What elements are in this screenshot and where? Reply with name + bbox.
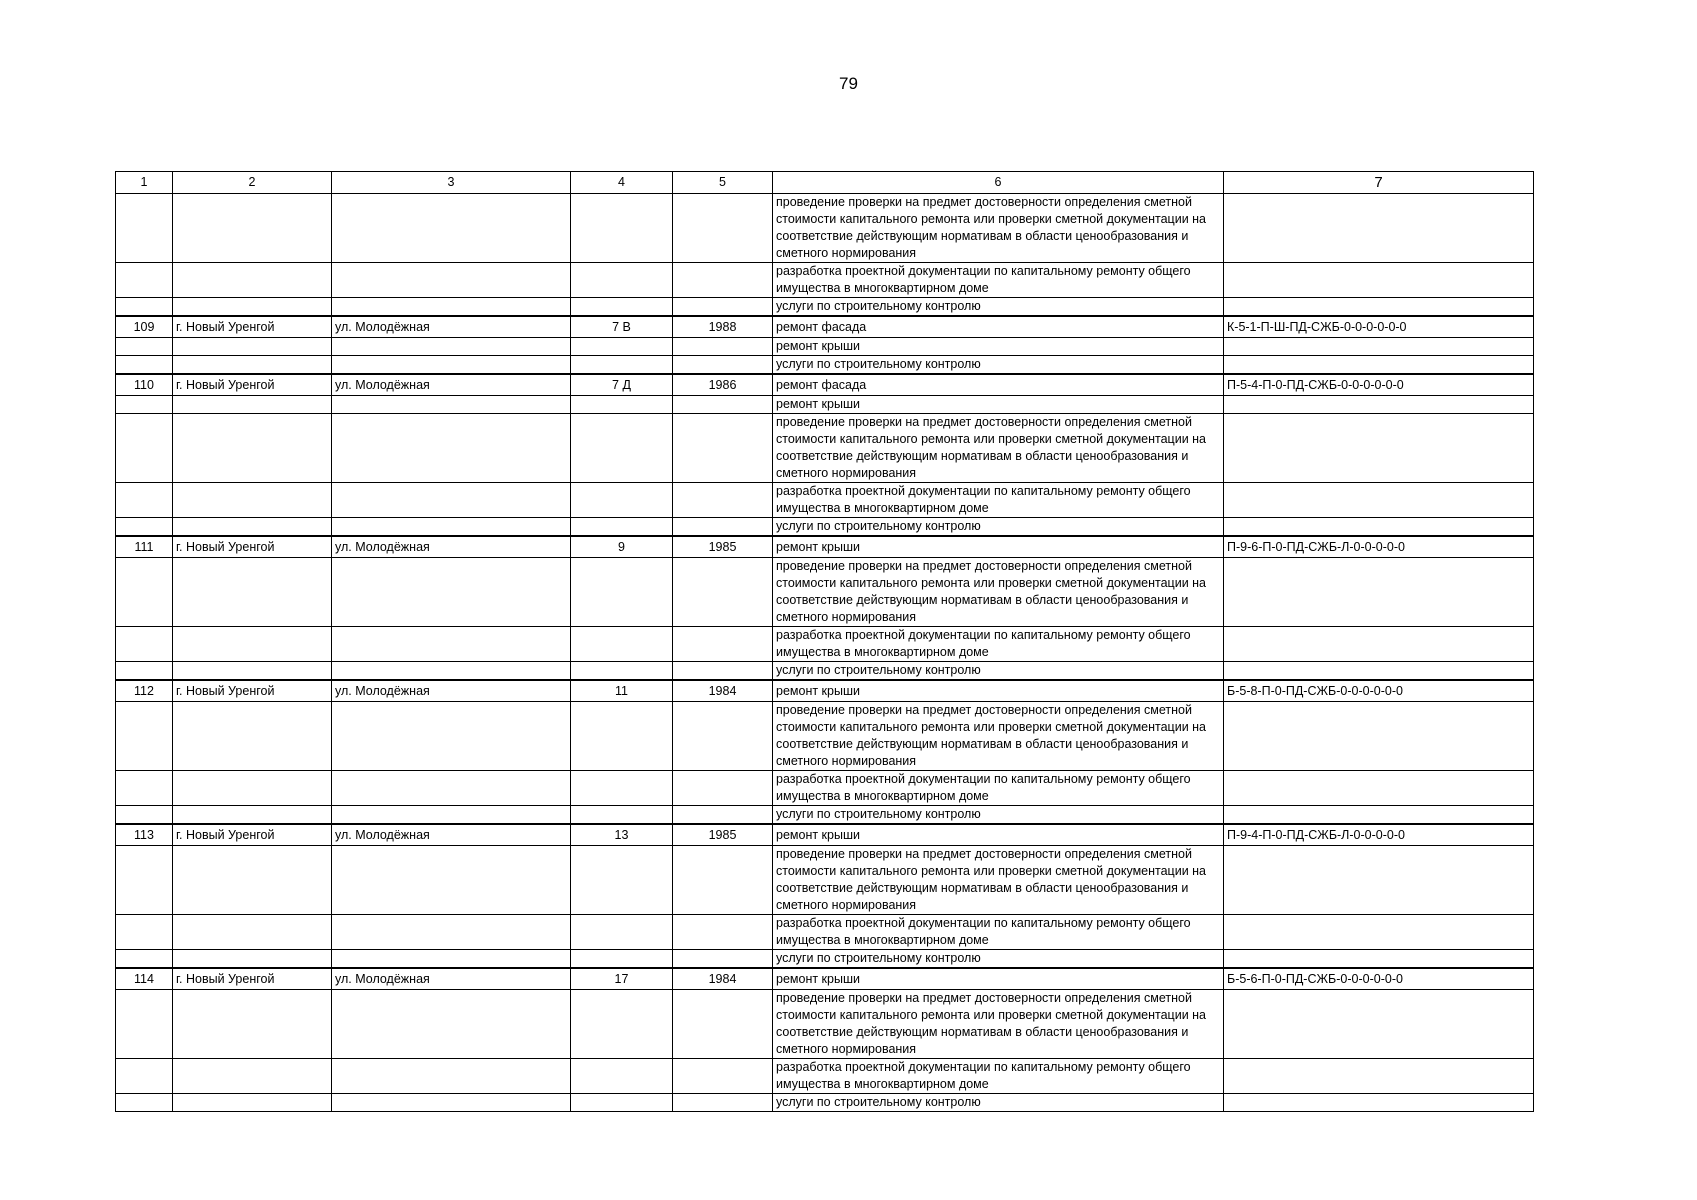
- column-header-1: 1: [116, 172, 173, 194]
- street-cell: [332, 518, 571, 537]
- house-code-cell: [1224, 806, 1534, 825]
- house-number-cell: [571, 414, 673, 483]
- work-type-cell: проведение проверки на предмет достоверности определения сметной стоимости капитального ремонта или проверки сметной документации на соответствие действующим нормативам в области ценообразования и сметного нормирования: [773, 990, 1224, 1059]
- street-cell: [332, 662, 571, 681]
- row-number: [116, 298, 173, 317]
- row-number: 111: [116, 536, 173, 558]
- street-cell: [332, 356, 571, 375]
- year-built-cell: [673, 1094, 773, 1112]
- work-type-cell: проведение проверки на предмет достоверности определения сметной стоимости капитального ремонта или проверки сметной документации на соответствие действующим нормативам в области ценообразования и сметного нормирования: [773, 846, 1224, 915]
- city-cell: [173, 263, 332, 298]
- work-type-cell: проведение проверки на предмет достоверности определения сметной стоимости капитального ремонта или проверки сметной документации на соответствие действующим нормативам в области ценообразования и сметного нормирования: [773, 558, 1224, 627]
- house-number-cell: [571, 298, 673, 317]
- house-row: [116, 680, 1534, 702]
- street-cell: ул. Молодёжная: [332, 680, 571, 702]
- work-row: [116, 806, 1534, 825]
- house-number-cell: 17: [571, 968, 673, 990]
- house-code-cell: П-9-6-П-0-ПД-СЖБ-Л-0-0-0-0-0: [1224, 536, 1534, 558]
- row-number: [116, 915, 173, 950]
- year-built-cell: [673, 846, 773, 915]
- house-code-cell: [1224, 915, 1534, 950]
- work-type-cell: разработка проектной документации по капитальному ремонту общего имущества в многоквартирном доме: [773, 771, 1224, 806]
- work-row: [116, 950, 1534, 969]
- city-cell: [173, 194, 332, 263]
- work-type-cell: разработка проектной документации по капитальному ремонту общего имущества в многоквартирном доме: [773, 627, 1224, 662]
- year-built-cell: 1988: [673, 316, 773, 338]
- year-built-cell: 1986: [673, 374, 773, 396]
- city-cell: г. Новый Уренгой: [173, 374, 332, 396]
- street-cell: [332, 915, 571, 950]
- row-number: 109: [116, 316, 173, 338]
- street-cell: [332, 806, 571, 825]
- work-row: [116, 627, 1534, 662]
- street-cell: [332, 702, 571, 771]
- city-cell: [173, 338, 332, 356]
- city-cell: [173, 950, 332, 969]
- city-cell: [173, 702, 332, 771]
- row-number: 110: [116, 374, 173, 396]
- house-row: [116, 968, 1534, 990]
- work-row: [116, 518, 1534, 537]
- work-row: [116, 414, 1534, 483]
- house-number-cell: [571, 263, 673, 298]
- year-built-cell: [673, 518, 773, 537]
- street-cell: [332, 396, 571, 414]
- header-row: [116, 172, 1534, 194]
- year-built-cell: 1985: [673, 536, 773, 558]
- work-type-cell: разработка проектной документации по капитальному ремонту общего имущества в многоквартирном доме: [773, 1059, 1224, 1094]
- city-cell: [173, 414, 332, 483]
- work-row: [116, 846, 1534, 915]
- house-number-cell: [571, 950, 673, 969]
- street-cell: ул. Молодёжная: [332, 374, 571, 396]
- city-cell: [173, 396, 332, 414]
- house-number-cell: [571, 518, 673, 537]
- house-number-cell: [571, 1094, 673, 1112]
- city-cell: [173, 483, 332, 518]
- house-row: [116, 536, 1534, 558]
- row-number: [116, 194, 173, 263]
- city-cell: [173, 518, 332, 537]
- house-row: [116, 374, 1534, 396]
- work-type-cell: разработка проектной документации по капитальному ремонту общего имущества в многоквартирном доме: [773, 915, 1224, 950]
- house-number-cell: [571, 483, 673, 518]
- street-cell: [332, 990, 571, 1059]
- house-number-cell: [571, 990, 673, 1059]
- row-number: 112: [116, 680, 173, 702]
- year-built-cell: [673, 483, 773, 518]
- column-header-3: 3: [332, 172, 571, 194]
- city-cell: [173, 298, 332, 317]
- house-code-cell: [1224, 950, 1534, 969]
- work-type-cell: ремонт крыши: [773, 338, 1224, 356]
- house-row: [116, 824, 1534, 846]
- year-built-cell: [673, 990, 773, 1059]
- street-cell: [332, 1059, 571, 1094]
- work-type-cell: проведение проверки на предмет достоверности определения сметной стоимости капитального ремонта или проверки сметной документации на соответствие действующим нормативам в области ценообразования и сметного нормирования: [773, 702, 1224, 771]
- table-header: [116, 172, 1534, 194]
- city-cell: г. Новый Уренгой: [173, 968, 332, 990]
- city-cell: [173, 771, 332, 806]
- column-header-2: 2: [173, 172, 332, 194]
- work-row: [116, 1094, 1534, 1112]
- city-cell: г. Новый Уренгой: [173, 680, 332, 702]
- work-type-cell: проведение проверки на предмет достоверности определения сметной стоимости капитального ремонта или проверки сметной документации на соответствие действующим нормативам в области ценообразования и сметного нормирования: [773, 194, 1224, 263]
- city-cell: г. Новый Уренгой: [173, 316, 332, 338]
- house-code-cell: [1224, 1094, 1534, 1112]
- row-number: 113: [116, 824, 173, 846]
- work-type-cell: услуги по строительному контролю: [773, 356, 1224, 375]
- work-row: [116, 915, 1534, 950]
- work-row: [116, 662, 1534, 681]
- work-type-cell: услуги по строительному контролю: [773, 950, 1224, 969]
- house-number-cell: 7 Д: [571, 374, 673, 396]
- row-number: [116, 627, 173, 662]
- row-number: 114: [116, 968, 173, 990]
- page-number: 79: [839, 74, 858, 93]
- house-code-cell: [1224, 483, 1534, 518]
- work-row: [116, 356, 1534, 375]
- city-cell: [173, 558, 332, 627]
- row-number: [116, 950, 173, 969]
- house-code-cell: [1224, 338, 1534, 356]
- year-built-cell: 1984: [673, 968, 773, 990]
- work-type-cell: разработка проектной документации по капитальному ремонту общего имущества в многоквартирном доме: [773, 483, 1224, 518]
- house-number-cell: [571, 338, 673, 356]
- house-code-cell: [1224, 558, 1534, 627]
- year-built-cell: [673, 338, 773, 356]
- house-code-cell: К-5-1-П-Ш-ПД-СЖБ-0-0-0-0-0-0: [1224, 316, 1534, 338]
- row-number: [116, 558, 173, 627]
- street-cell: [332, 950, 571, 969]
- street-cell: [332, 414, 571, 483]
- city-cell: [173, 1059, 332, 1094]
- work-row: [116, 702, 1534, 771]
- row-number: [116, 338, 173, 356]
- row-number: [116, 356, 173, 375]
- year-built-cell: [673, 1059, 773, 1094]
- city-cell: [173, 990, 332, 1059]
- year-built-cell: 1984: [673, 680, 773, 702]
- row-number: [116, 990, 173, 1059]
- house-code-cell: [1224, 356, 1534, 375]
- city-cell: [173, 915, 332, 950]
- city-cell: г. Новый Уренгой: [173, 536, 332, 558]
- street-cell: ул. Молодёжная: [332, 316, 571, 338]
- street-cell: [332, 483, 571, 518]
- row-number: [116, 518, 173, 537]
- year-built-cell: [673, 915, 773, 950]
- house-code-cell: [1224, 194, 1534, 263]
- column-header-7: 7: [1224, 172, 1534, 194]
- city-cell: [173, 1094, 332, 1112]
- street-cell: [332, 846, 571, 915]
- house-code-cell: Б-5-6-П-0-ПД-СЖБ-0-0-0-0-0-0: [1224, 968, 1534, 990]
- work-row: [116, 338, 1534, 356]
- work-row: [116, 483, 1534, 518]
- city-cell: [173, 627, 332, 662]
- house-number-cell: [571, 771, 673, 806]
- street-cell: [332, 338, 571, 356]
- city-cell: [173, 806, 332, 825]
- work-row: [116, 771, 1534, 806]
- year-built-cell: [673, 662, 773, 681]
- street-cell: [332, 771, 571, 806]
- year-built-cell: [673, 627, 773, 662]
- house-number-cell: 11: [571, 680, 673, 702]
- street-cell: [332, 558, 571, 627]
- house-number-cell: [571, 806, 673, 825]
- year-built-cell: [673, 194, 773, 263]
- work-row: [116, 990, 1534, 1059]
- year-built-cell: [673, 414, 773, 483]
- street-cell: ул. Молодёжная: [332, 824, 571, 846]
- column-header-5: 5: [673, 172, 773, 194]
- street-cell: [332, 627, 571, 662]
- work-type-cell: разработка проектной документации по капитальному ремонту общего имущества в многоквартирном доме: [773, 263, 1224, 298]
- house-code-cell: [1224, 414, 1534, 483]
- house-code-cell: [1224, 702, 1534, 771]
- street-cell: [332, 298, 571, 317]
- row-number: [116, 1059, 173, 1094]
- city-cell: г. Новый Уренгой: [173, 824, 332, 846]
- house-code-cell: [1224, 1059, 1534, 1094]
- work-type-cell: услуги по строительному контролю: [773, 298, 1224, 317]
- work-type-cell: услуги по строительному контролю: [773, 1094, 1224, 1112]
- house-number-cell: [571, 356, 673, 375]
- house-number-cell: 9: [571, 536, 673, 558]
- work-type-cell: ремонт фасада: [773, 316, 1224, 338]
- row-number: [116, 702, 173, 771]
- house-code-cell: П-9-4-П-0-ПД-СЖБ-Л-0-0-0-0-0: [1224, 824, 1534, 846]
- year-built-cell: [673, 298, 773, 317]
- house-code-cell: [1224, 771, 1534, 806]
- city-cell: [173, 846, 332, 915]
- house-code-cell: [1224, 846, 1534, 915]
- year-built-cell: [673, 396, 773, 414]
- row-number: [116, 414, 173, 483]
- work-row: [116, 263, 1534, 298]
- city-cell: [173, 356, 332, 375]
- street-cell: [332, 263, 571, 298]
- work-type-cell: ремонт крыши: [773, 680, 1224, 702]
- city-cell: [173, 662, 332, 681]
- house-code-cell: [1224, 298, 1534, 317]
- row-number: [116, 806, 173, 825]
- house-number-cell: [571, 1059, 673, 1094]
- work-type-cell: ремонт крыши: [773, 396, 1224, 414]
- work-type-cell: услуги по строительному контролю: [773, 518, 1224, 537]
- work-type-cell: ремонт крыши: [773, 824, 1224, 846]
- house-code-cell: [1224, 518, 1534, 537]
- work-type-cell: ремонт крыши: [773, 968, 1224, 990]
- house-number-cell: [571, 194, 673, 263]
- house-number-cell: 13: [571, 824, 673, 846]
- row-number: [116, 483, 173, 518]
- repair-register-table: [115, 171, 1534, 1112]
- house-number-cell: [571, 627, 673, 662]
- street-cell: [332, 1094, 571, 1112]
- house-number-cell: [571, 915, 673, 950]
- house-code-cell: Б-5-8-П-0-ПД-СЖБ-0-0-0-0-0-0: [1224, 680, 1534, 702]
- row-number: [116, 771, 173, 806]
- house-code-cell: [1224, 263, 1534, 298]
- work-row: [116, 1059, 1534, 1094]
- house-number-cell: [571, 702, 673, 771]
- work-type-cell: услуги по строительному контролю: [773, 806, 1224, 825]
- column-header-4: 4: [571, 172, 673, 194]
- row-number: [116, 662, 173, 681]
- house-code-cell: [1224, 396, 1534, 414]
- work-row: [116, 194, 1534, 263]
- column-header-6: 6: [773, 172, 1224, 194]
- year-built-cell: [673, 263, 773, 298]
- street-cell: ул. Молодёжная: [332, 968, 571, 990]
- house-code-cell: [1224, 662, 1534, 681]
- work-type-cell: проведение проверки на предмет достоверности определения сметной стоимости капитального ремонта или проверки сметной документации на соответствие действующим нормативам в области ценообразования и сметного нормирования: [773, 414, 1224, 483]
- house-number-cell: 7 В: [571, 316, 673, 338]
- year-built-cell: [673, 558, 773, 627]
- street-cell: ул. Молодёжная: [332, 536, 571, 558]
- row-number: [116, 846, 173, 915]
- row-number: [116, 263, 173, 298]
- row-number: [116, 396, 173, 414]
- house-row: [116, 316, 1534, 338]
- work-row: [116, 558, 1534, 627]
- year-built-cell: [673, 771, 773, 806]
- work-row: [116, 396, 1534, 414]
- row-number: [116, 1094, 173, 1112]
- house-code-cell: П-5-4-П-0-ПД-СЖБ-0-0-0-0-0-0: [1224, 374, 1534, 396]
- year-built-cell: [673, 806, 773, 825]
- work-type-cell: услуги по строительному контролю: [773, 662, 1224, 681]
- house-number-cell: [571, 396, 673, 414]
- work-row: [116, 298, 1534, 317]
- work-type-cell: ремонт крыши: [773, 536, 1224, 558]
- year-built-cell: [673, 356, 773, 375]
- work-type-cell: ремонт фасада: [773, 374, 1224, 396]
- house-number-cell: [571, 662, 673, 681]
- house-number-cell: [571, 558, 673, 627]
- year-built-cell: [673, 702, 773, 771]
- table-body: [116, 194, 1534, 1112]
- house-code-cell: [1224, 990, 1534, 1059]
- house-code-cell: [1224, 627, 1534, 662]
- house-number-cell: [571, 846, 673, 915]
- street-cell: [332, 194, 571, 263]
- year-built-cell: 1985: [673, 824, 773, 846]
- year-built-cell: [673, 950, 773, 969]
